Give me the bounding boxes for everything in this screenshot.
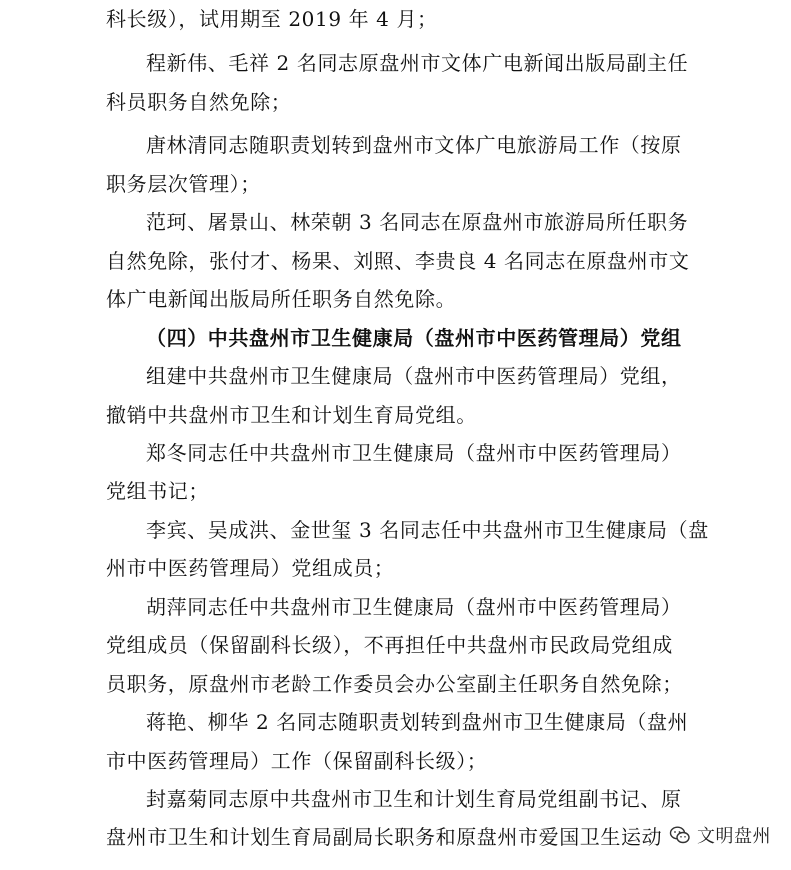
text-line: 自然免除，张付才、杨果、刘照、李贵良 4 名同志在原盘州市文 bbox=[106, 249, 690, 273]
text-line: 党组成员（保留副科长级），不再担任中共盘州市民政局党组成 bbox=[106, 633, 673, 657]
text-line: 党组书记； bbox=[106, 479, 209, 503]
text-line: 员职务，原盘州市老龄工作委员会办公室副主任职务自然免除； bbox=[106, 672, 683, 696]
section-heading: （四）中共盘州市卫生健康局（盘州市中医药管理局）党组 bbox=[146, 326, 682, 350]
text-line: 科长级），试用期至 2019 年 4 月； bbox=[106, 7, 438, 31]
text-line: 盘州市卫生和计划生育局副局长职务和原盘州市爱国卫生运动 bbox=[106, 825, 663, 849]
text-line: 职务层次管理）； bbox=[106, 172, 261, 196]
text-line: 胡萍同志任中共盘州市卫生健康局（盘州市中医药管理局） bbox=[146, 595, 682, 619]
text-line: 体广电新闻出版局所任职务自然免除。 bbox=[106, 287, 457, 311]
text-line: 封嘉菊同志原中共盘州市卫生和计划生育局党组副书记、原 bbox=[146, 787, 682, 811]
text-line: 撤销中共盘州市卫生和计划生育局党组。 bbox=[106, 403, 477, 427]
text-line: 唐林清同志随职责划转到盘州市文体广电旅游局工作（按原 bbox=[146, 133, 682, 157]
text-line: 李宾、吴成洪、金世玺 3 名同志任中共盘州市卫生健康局（盘 bbox=[146, 518, 709, 542]
text-line: 州市中医药管理局）党组成员； bbox=[106, 556, 395, 580]
text-line: 市中医药管理局）工作（保留副科长级）； bbox=[106, 749, 488, 773]
watermark bbox=[663, 818, 779, 852]
text-line: 程新伟、毛祥 2 名同志原盘州市文体广电新闻出版局副主任 bbox=[146, 51, 689, 75]
watermark-text: 文明盘州 bbox=[697, 826, 771, 847]
text-line: 蒋艳、柳华 2 名同志随职责划转到盘州市卫生健康局（盘州 bbox=[146, 710, 689, 734]
wechat-icon bbox=[669, 824, 691, 846]
text-line: 范珂、屠景山、林荣朝 3 名同志在原盘州市旅游局所任职务 bbox=[146, 210, 689, 234]
text-line: 科员职务自然免除； bbox=[106, 90, 292, 114]
text-line: 郑冬同志任中共盘州市卫生健康局（盘州市中医药管理局） bbox=[146, 441, 682, 465]
text-line: 组建中共盘州市卫生健康局（盘州市中医药管理局）党组， bbox=[146, 364, 682, 388]
